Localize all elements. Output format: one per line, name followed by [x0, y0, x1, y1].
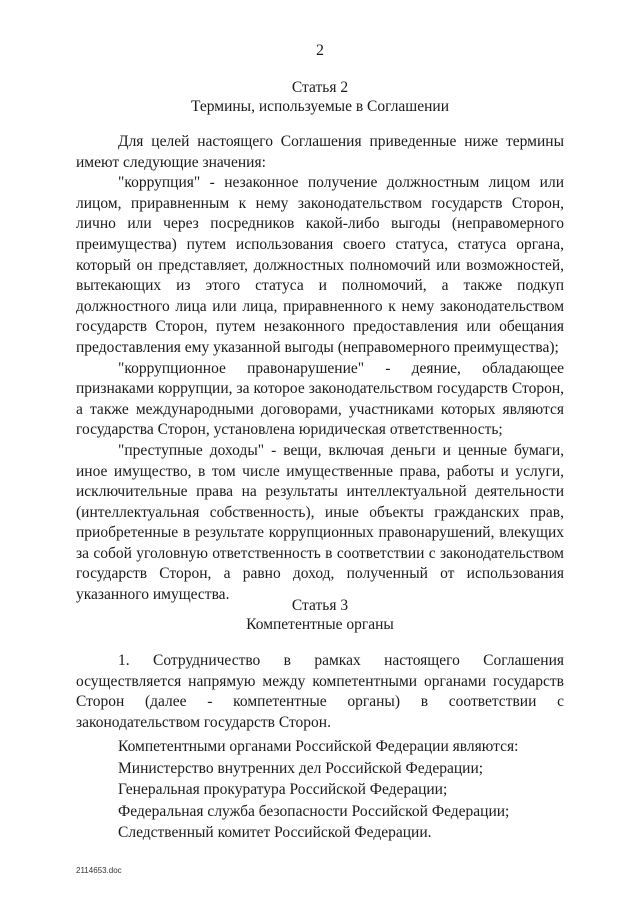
page-number: 2 — [316, 42, 324, 59]
competent-bodies-intro: Компетентными органами Российской Федерации являются: — [118, 738, 519, 756]
article-2-body — [76, 132, 564, 606]
article-2-subtitle: Термины, используемые в Соглашении — [190, 98, 450, 115]
article-3-heading — [0, 596, 640, 634]
article-3-title: Статья 3 — [291, 597, 349, 614]
article-2-paragraph-corruption: "коррупция" - незаконное получение должностным лицом или лицом, приравненным к нему законодательством государств Сторон, лично или через посредников какой-либо выгоды (неправомерного преимущества) путем использования своего статуса, статуса органа, который он представляет, должностных полномочий или возможностей, вытекающих из этого статуса и полномочий, а также подкуп должностного лица или лица, приравненного к нему законодательством государств Сторон, путем незаконного предоставления или обещания предоставления ему указанной выгоды (неправомерного преимущества); — [76, 174, 564, 356]
article-2-paragraph-offense: "коррупционное правонарушение" - деяние, обладающее признаками коррупции, за которое законодательством государств Сторон, а также международными договорами, участниками которых являются государства Сторон, установлена юридическая ответственность; — [76, 359, 564, 439]
article-3-paragraph-1: 1. Сотрудничество в рамках настоящего Соглашения осуществляется напрямую между компетентными органами государств Сторон (далее - компетентные органы) в соответствии с законодательством государств Сторон. — [76, 652, 564, 731]
article-2-paragraph-proceeds: "преступные доходы" - вещи, включая деньги и ценные бумаги, иное имущество, в том числе имущественные права, работы и услуги, исключительные права на результаты интеллектуальной деятельности (интеллектуальная собственность), иные объекты гражданских прав, приобретенные в результате коррупционных правонарушений, влекущих за собой уголовную ответственность в соответствии с законодательством государств Сторон, а равно доход, полученный от использования указанного имущества. — [76, 441, 564, 604]
article-2-heading — [0, 78, 640, 116]
competent-body-item: Министерство внутренних дел Российской Федерации; — [118, 759, 484, 777]
article-2-title: Статья 2 — [291, 79, 349, 96]
footer-filename: 2114653.doc — [76, 866, 122, 875]
competent-body-item: Федеральная служба безопасности Российской Федерации; — [118, 802, 510, 820]
competent-body-item: Генеральная прокуратура Российской Федерации; — [118, 781, 448, 799]
article-3-subtitle: Компетентные органы — [246, 616, 394, 633]
article-3-body — [76, 651, 564, 844]
competent-body-item: Следственный комитет Российской Федерации. — [118, 824, 432, 842]
article-2-paragraph-intro: Для целей настоящего Соглашения приведенные ниже термины имеют следующие значения: — [76, 133, 564, 171]
